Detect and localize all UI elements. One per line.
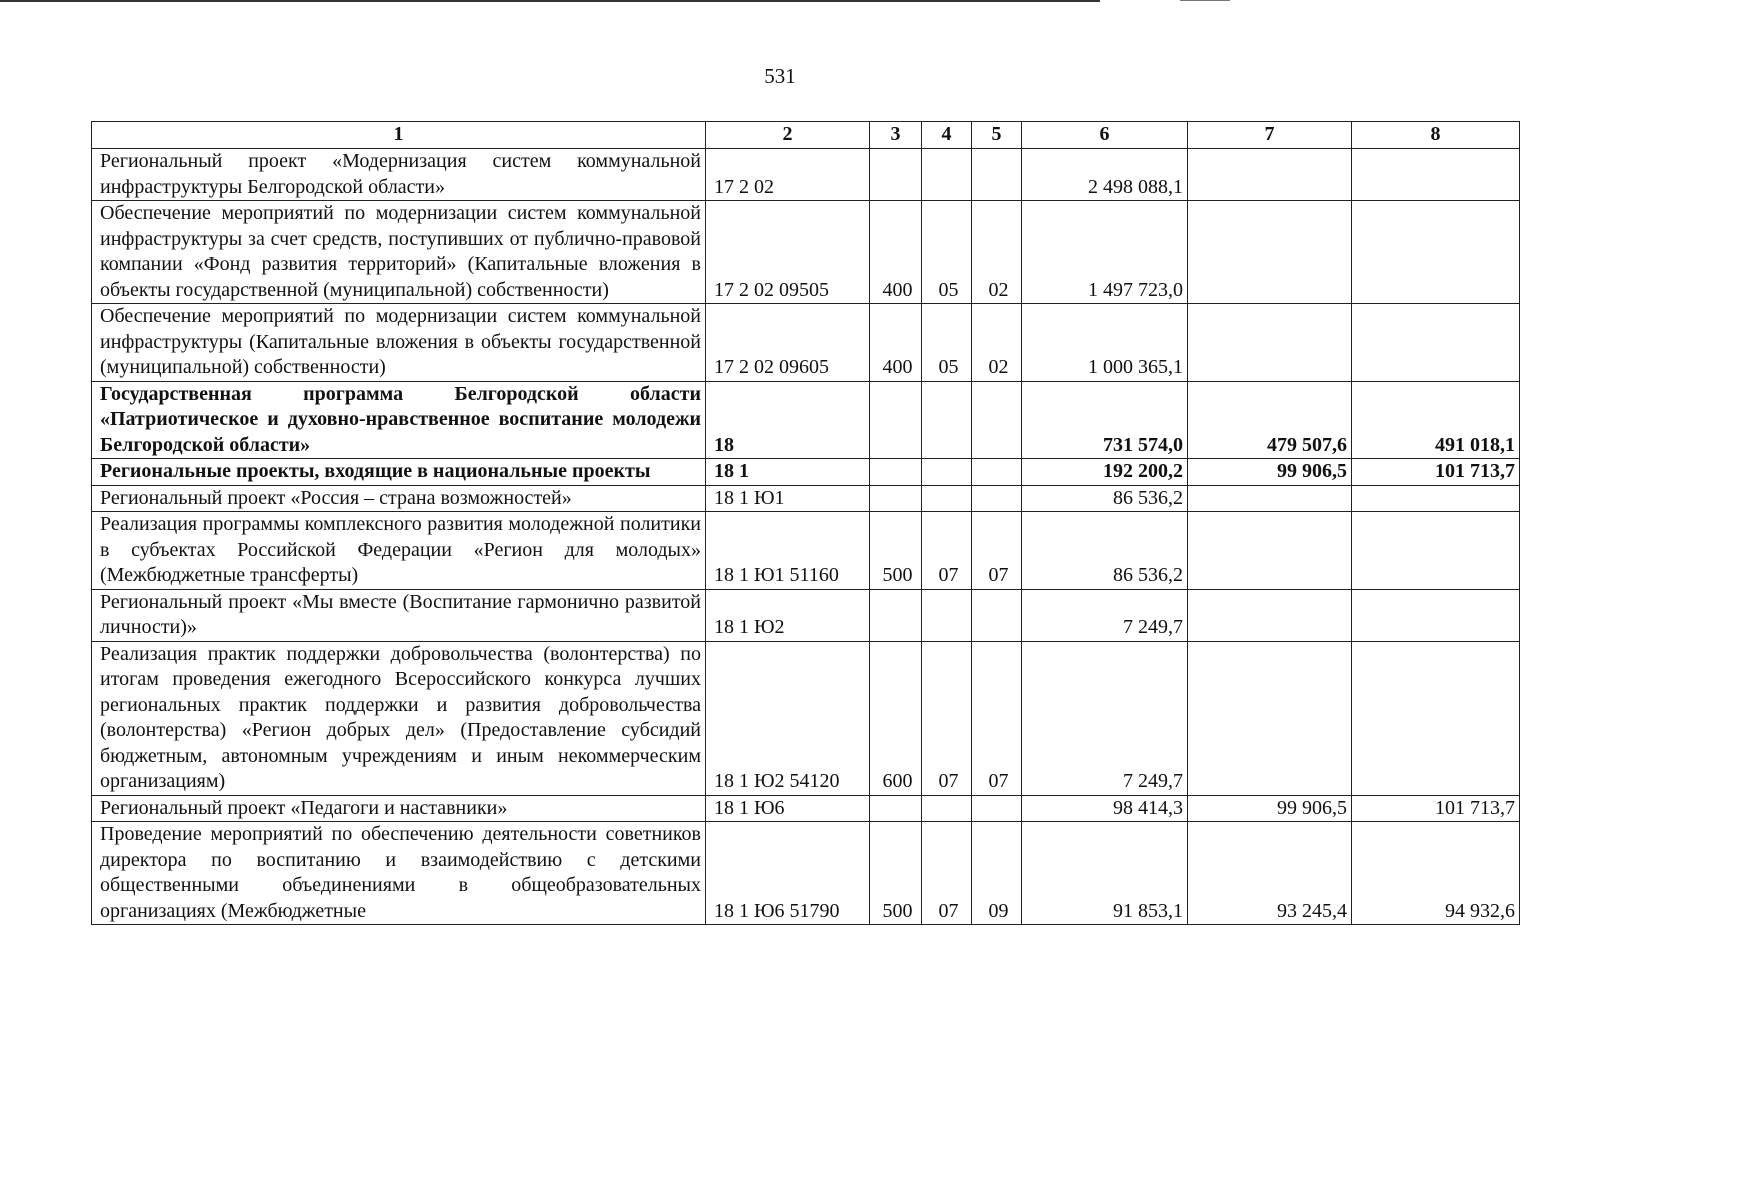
table-row [92,795,1520,822]
row-value-col7 [1188,304,1352,382]
row-col5-cell [972,459,1022,486]
row-col5-cell [972,381,1022,459]
row-col5-cell: 07 [972,641,1022,795]
row-name-cell: Региональный проект «Россия – страна возможностей» [92,485,706,512]
row-value-col7 [1188,512,1352,590]
row-code-cell: 18 1 Ю2 [706,589,870,641]
row-col4-cell [922,459,972,486]
row-col4-cell [922,381,972,459]
row-col4-cell: 07 [922,822,972,925]
row-value-col6: 7 249,7 [1022,641,1188,795]
row-col5-cell: 02 [972,201,1022,304]
row-code-cell: 18 1 Ю6 [706,795,870,822]
row-col3-cell [870,381,922,459]
header-col-8: 8 [1352,122,1520,149]
top-rule [0,0,1100,2]
table-body [92,149,1520,925]
row-col4-cell [922,485,972,512]
row-value-col8: 491 018,1 [1352,381,1520,459]
row-col3-cell: 500 [870,512,922,590]
row-name-cell: Региональный проект «Мы вместе (Воспитание гармонично развитой личности)» [92,589,706,641]
row-value-col6: 1 497 723,0 [1022,201,1188,304]
row-value-col7 [1188,149,1352,201]
row-col5-cell [972,795,1022,822]
row-value-col8 [1352,201,1520,304]
row-col3-cell: 400 [870,201,922,304]
table-row [92,822,1520,925]
row-value-col8 [1352,512,1520,590]
header-col-7: 7 [1188,122,1352,149]
table-row [92,201,1520,304]
row-value-col8: 94 932,6 [1352,822,1520,925]
row-name-cell: Региональный проект «Педагоги и наставники» [92,795,706,822]
row-code-cell: 17 2 02 09605 [706,304,870,382]
row-col3-cell [870,589,922,641]
header-col-3: 3 [870,122,922,149]
row-col3-cell [870,795,922,822]
row-value-col8 [1352,589,1520,641]
row-col4-cell: 05 [922,304,972,382]
row-code-cell: 18 1 Ю6 51790 [706,822,870,925]
row-col4-cell [922,589,972,641]
row-value-col6: 98 414,3 [1022,795,1188,822]
row-code-cell: 18 1 [706,459,870,486]
top-rule-fragment [1180,0,1230,1]
row-value-col7: 93 245,4 [1188,822,1352,925]
row-col3-cell: 600 [870,641,922,795]
row-value-col6: 1 000 365,1 [1022,304,1188,382]
row-col4-cell: 05 [922,201,972,304]
row-col4-cell [922,795,972,822]
row-value-col8: 101 713,7 [1352,459,1520,486]
header-col-4: 4 [922,122,972,149]
row-value-col7: 99 906,5 [1188,459,1352,486]
row-name-cell: Региональный проект «Модернизация систем коммунальной инфраструктуры Белгородской области» [92,149,706,201]
row-value-col8 [1352,641,1520,795]
header-col-1: 1 [92,122,706,149]
row-col3-cell: 500 [870,822,922,925]
row-value-col6: 2 498 088,1 [1022,149,1188,201]
table-header-row [92,122,1520,149]
row-col4-cell [922,149,972,201]
row-value-col6: 7 249,7 [1022,589,1188,641]
header-col-6: 6 [1022,122,1188,149]
row-value-col6: 86 536,2 [1022,485,1188,512]
row-value-col6: 91 853,1 [1022,822,1188,925]
row-code-cell: 17 2 02 [706,149,870,201]
row-name-cell: Проведение мероприятий по обеспечению деятельности советников директора по воспитанию и взаимодействию с детскими общественными объединениями в общеобразовательных организациях (Межбюджетные [92,822,706,925]
row-value-col7 [1188,201,1352,304]
table-row [92,149,1520,201]
row-code-cell: 18 1 Ю2 54120 [706,641,870,795]
row-col5-cell: 02 [972,304,1022,382]
row-value-col6: 192 200,2 [1022,459,1188,486]
header-col-5: 5 [972,122,1022,149]
row-value-col8 [1352,304,1520,382]
budget-table [91,121,1520,925]
table-row [92,381,1520,459]
table-row [92,512,1520,590]
row-col5-cell [972,149,1022,201]
row-name-cell: Реализация программы комплексного развития молодежной политики в субъектах Российской Федерации «Регион для молодых» (Межбюджетные трансферты) [92,512,706,590]
row-col3-cell: 400 [870,304,922,382]
row-value-col8 [1352,149,1520,201]
row-value-col7: 479 507,6 [1188,381,1352,459]
table-row [92,459,1520,486]
row-col4-cell: 07 [922,512,972,590]
row-code-cell: 18 1 Ю1 [706,485,870,512]
row-col5-cell: 09 [972,822,1022,925]
row-value-col7 [1188,485,1352,512]
row-col3-cell [870,485,922,512]
row-code-cell: 18 [706,381,870,459]
row-name-cell: Обеспечение мероприятий по модернизации систем коммунальной инфраструктуры за счет средств, поступивших от публично-правовой компании «Фонд развития территорий» (Капитальные вложения в объекты государственной (муниципальной) собственности) [92,201,706,304]
table-row [92,589,1520,641]
row-col5-cell: 07 [972,512,1022,590]
row-name-cell: Реализация практик поддержки добровольчества (волонтерства) по итогам проведения ежегодного Всероссийского конкурса лучших региональных практик поддержки и развития добровольчества (волонтерства) «Регион добрых дел» (Предоставление субсидий бюджетным, автономным учреждениям и иным некоммерческим организациям) [92,641,706,795]
row-value-col8: 101 713,7 [1352,795,1520,822]
row-value-col7: 99 906,5 [1188,795,1352,822]
row-value-col8 [1352,485,1520,512]
row-value-col6: 731 574,0 [1022,381,1188,459]
row-value-col7 [1188,589,1352,641]
row-value-col7 [1188,641,1352,795]
row-name-cell: Государственная программа Белгородской области «Патриотическое и духовно-нравственное воспитание молодежи Белгородской области» [92,381,706,459]
row-code-cell: 17 2 02 09505 [706,201,870,304]
table-row [92,485,1520,512]
row-col3-cell [870,459,922,486]
table-row [92,641,1520,795]
row-value-col6: 86 536,2 [1022,512,1188,590]
row-col3-cell [870,149,922,201]
page-number: 531 [764,64,796,88]
row-col5-cell [972,485,1022,512]
header-col-2: 2 [706,122,870,149]
row-name-cell: Региональные проекты, входящие в национальные проекты [92,459,706,486]
table-row [92,304,1520,382]
row-code-cell: 18 1 Ю1 51160 [706,512,870,590]
row-col4-cell: 07 [922,641,972,795]
row-col5-cell [972,589,1022,641]
row-name-cell: Обеспечение мероприятий по модернизации систем коммунальной инфраструктуры (Капитальные вложения в объекты государственной (муниципальной) собственности) [92,304,706,382]
